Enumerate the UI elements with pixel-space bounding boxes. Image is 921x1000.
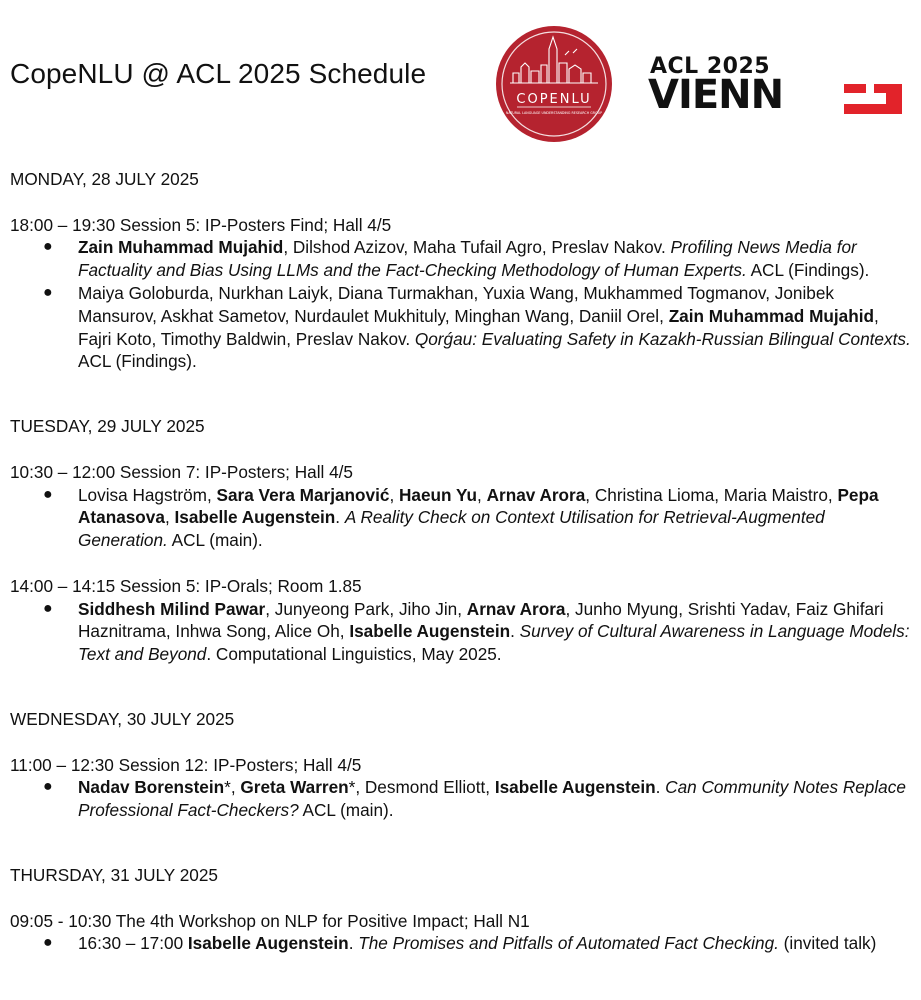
bullet-icon: ● [43,283,53,301]
day-heading-wednesday: WEDNESDAY, 30 JULY 2025 [10,708,235,729]
bullet-icon: ● [43,599,53,617]
paper-list [10,484,915,552]
paper-list [10,236,915,373]
session-line: 14:00 – 14:15 Session 5: IP-Orals; Room 1.85 [10,575,362,596]
vienna-flag-icon [844,84,902,114]
bullet-icon: ● [43,778,53,796]
list-item: ● 16:30 – 17:00 Isabelle Augenstein. The Promises and Pitfalls of Automated Fact Checking. (invited talk) [43,933,877,954]
header [0,0,921,150]
session-line: 10:30 – 12:00 Session 7: IP-Posters; Hall 4/5 [10,461,353,482]
acl-vienna-logo [648,56,906,118]
copenlu-logo-text: COPENLU [516,92,592,107]
bullet-icon: ● [43,238,53,256]
session-line: 11:00 – 12:30 Session 12: IP-Posters; Hall 4/5 [10,754,362,775]
paper-list [10,598,915,666]
list-item: ● Siddhesh Milind Pawar, Junyeong Park, Jiho Jin, Arnav Arora, Junho Myung, Srishti Yadav, Faiz Ghifari Haznitrama, Inhwa Song, Alice Oh, Isabelle Augenstein. Survey of Cultural Awareness in Language Models: Text and Beyond. Computational Linguistics, May 2025. [43,598,910,665]
session-line: 18:00 – 19:30 Session 5: IP-Posters Find; Hall 4/5 [10,214,392,235]
session-line: 09:05 - 10:30 The 4th Workshop on NLP for Positive Impact; Hall N1 [10,910,530,931]
bullet-icon: ● [43,934,53,952]
paper-list [10,776,915,822]
bullet-icon: ● [43,485,53,503]
list-item: ● Maiya Goloburda, Nurkhan Laiyk, Diana Turmakhan, Yuxia Wang, Mukhammed Togmanov, Jonibek Mansurov, Askhat Sametov, Nurdaulet Mukhituly, Minghan Wang, Daniil Orel, Zain Muhammad Mujahid, Fajri Koto, Timothy Baldwin, Preslav Nakov. Qorǵau: Evaluating Safety in Kazakh-Russian Bilingual Contexts. ACL (Findings). [43,282,911,372]
day-heading-tuesday: TUESDAY, 29 JULY 2025 [10,416,205,437]
day-heading-thursday: THURSDAY, 31 JULY 2025 [10,864,218,885]
list-item: ● Zain Muhammad Mujahid, Dilshod Azizov, Maha Tufail Agro, Preslav Nakov. Profiling News Media for Factuality and Bias Using LLMs and the Fact-Checking Methodology of Human Experts. ACL (Findings). [43,237,870,281]
acl-logo-bottom: VIENN [648,72,784,118]
paper-list [10,932,915,955]
copenlu-logo-subtitle: NATURAL LANGUAGE UNDERSTANDING RESEARCH GROUP [505,111,603,115]
list-item: ● Lovisa Hagström, Sara Vera Marjanović, Haeun Yu, Arnav Arora, Christina Lioma, Maria Maistro, Pepa Atanasova, Isabelle Augenstein. A Reality Check on Context Utilisation for Retrieval-Augmented Generation. ACL (main). [43,484,879,551]
schedule-content [10,168,915,955]
copenlu-logo [495,25,613,143]
page-title: CopeNLU @ ACL 2025 Schedule [10,58,427,89]
list-item: ● Nadav Borenstein*, Greta Warren*, Desmond Elliott, Isabelle Augenstein. Can Community Notes Replace Professional Fact-Checkers? ACL (main). [43,777,906,821]
day-heading-monday: MONDAY, 28 JULY 2025 [10,169,199,189]
acl-logo-top: ACL 2025 [650,54,771,79]
